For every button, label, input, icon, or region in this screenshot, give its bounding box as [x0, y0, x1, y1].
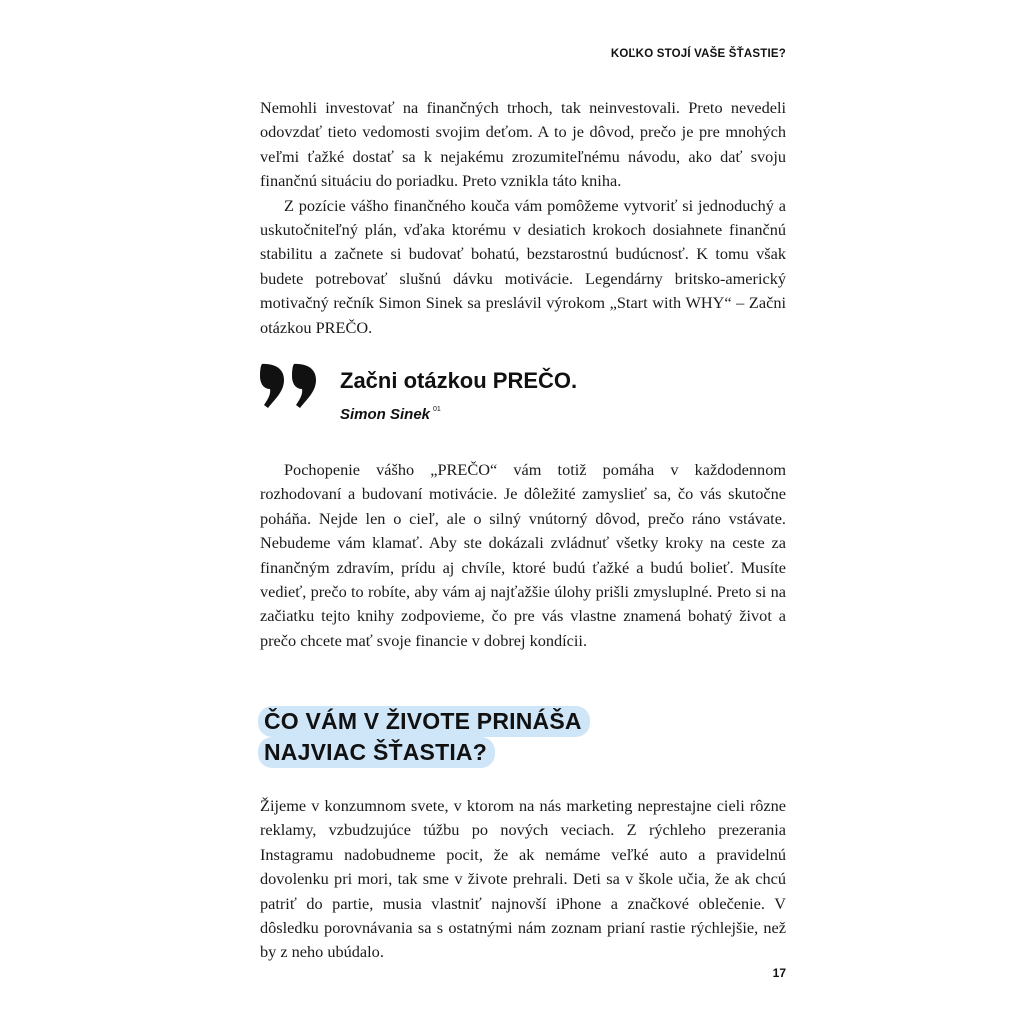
intro-text — [260, 96, 786, 340]
footnote-marker: 01 — [433, 406, 441, 413]
body-text — [260, 458, 786, 653]
section-heading-line-1: ČO VÁM V ŽIVOTE PRINÁŠA — [258, 706, 590, 737]
paragraph-3: Pochopenie vášho „PREČO“ vám totiž pomáha v každodennom rozhodovaní a budovaní motivácie. Je dôležité zamyslieť sa, čo vás skutočne poháňa. Nejde len o cieľ, ale o silný vnútorný dôvod, prečo ráno vstávate. Nebudeme vám klamať. Aby ste dokázali zvládnuť všetky kroky na ceste za finančným zdravím, prídu aj chvíle, ktoré budú ťažké a budú bolieť. Musíte vedieť, prečo to robíte, aby vám aj najťažšie úlohy prišli zmysluplné. Preto si na začiatku tejto knihy zodpovieme, čo pre vás vlastne znamená bohatý život a prečo chcete mať svoje financie v dobrej kondícii. — [260, 460, 786, 650]
section-text — [260, 794, 786, 965]
running-header: KOĽKO STOJÍ VAŠE ŠŤASTIE? — [610, 48, 786, 60]
section-heading-line-2: NAJVIAC ŠŤASTIA? — [258, 737, 495, 768]
quote-author — [340, 406, 441, 423]
quote-text: Začni otázkou PREČO. — [340, 368, 578, 393]
paragraph-2: Z pozície vášho finančného kouča vám pomôžeme vytvoriť si jednoduchý a uskutočniteľný plán, vďaka ktorému v desiatich krokoch dosiahnete finančnú stabilitu a začnete si budovať bohatú, bezstarostnú budúcnosť. K tomu však budete potrebovať slušnú dávku motivácie. Legendárny britsko-americký motivačný rečník Simon Sinek sa preslávil výrokom „Start with WHY“ – Začni otázkou PREČO. — [260, 195, 786, 337]
paragraph-4: Žijeme v konzumnom svete, v ktorom na nás marketing neprestajne cieli rôzne reklamy, vzbudzujúce túžbu po nových veciach. Z rýchleho prezerania Instagramu nadobudneme pocit, že ak nemáme veľké auto a pravidelnú dovolenku pri mori, tak sme v živote prehrali. Deti sa v škole učia, že ak chcú patriť do partie, musia vlastniť najnovší iPhone a značkové oblečenie. V dôsledku porovnávania sa s ostatnými nám zoznam prianí rastie rýchlejšie, než by z neho ubúdalo. — [260, 796, 786, 962]
quote-author-name: Simon Sinek — [340, 406, 431, 423]
quotation-mark-icon — [258, 362, 322, 422]
page-number: 17 — [772, 966, 786, 980]
pull-quote — [258, 362, 798, 432]
paragraph-1: Nemohli investovať na finančných trhoch, tak neinvestovali. Preto nevedeli odovzdať tieto vedomosti svojim deťom. A to je dôvod, prečo je pre mnohých veľmi ťažké dostať sa k nejakému zrozumiteľnému návodu, ako dať svoju finančnú situáciu do poriadku. Preto vznikla táto kniha. — [260, 98, 786, 191]
section-heading — [258, 706, 798, 768]
